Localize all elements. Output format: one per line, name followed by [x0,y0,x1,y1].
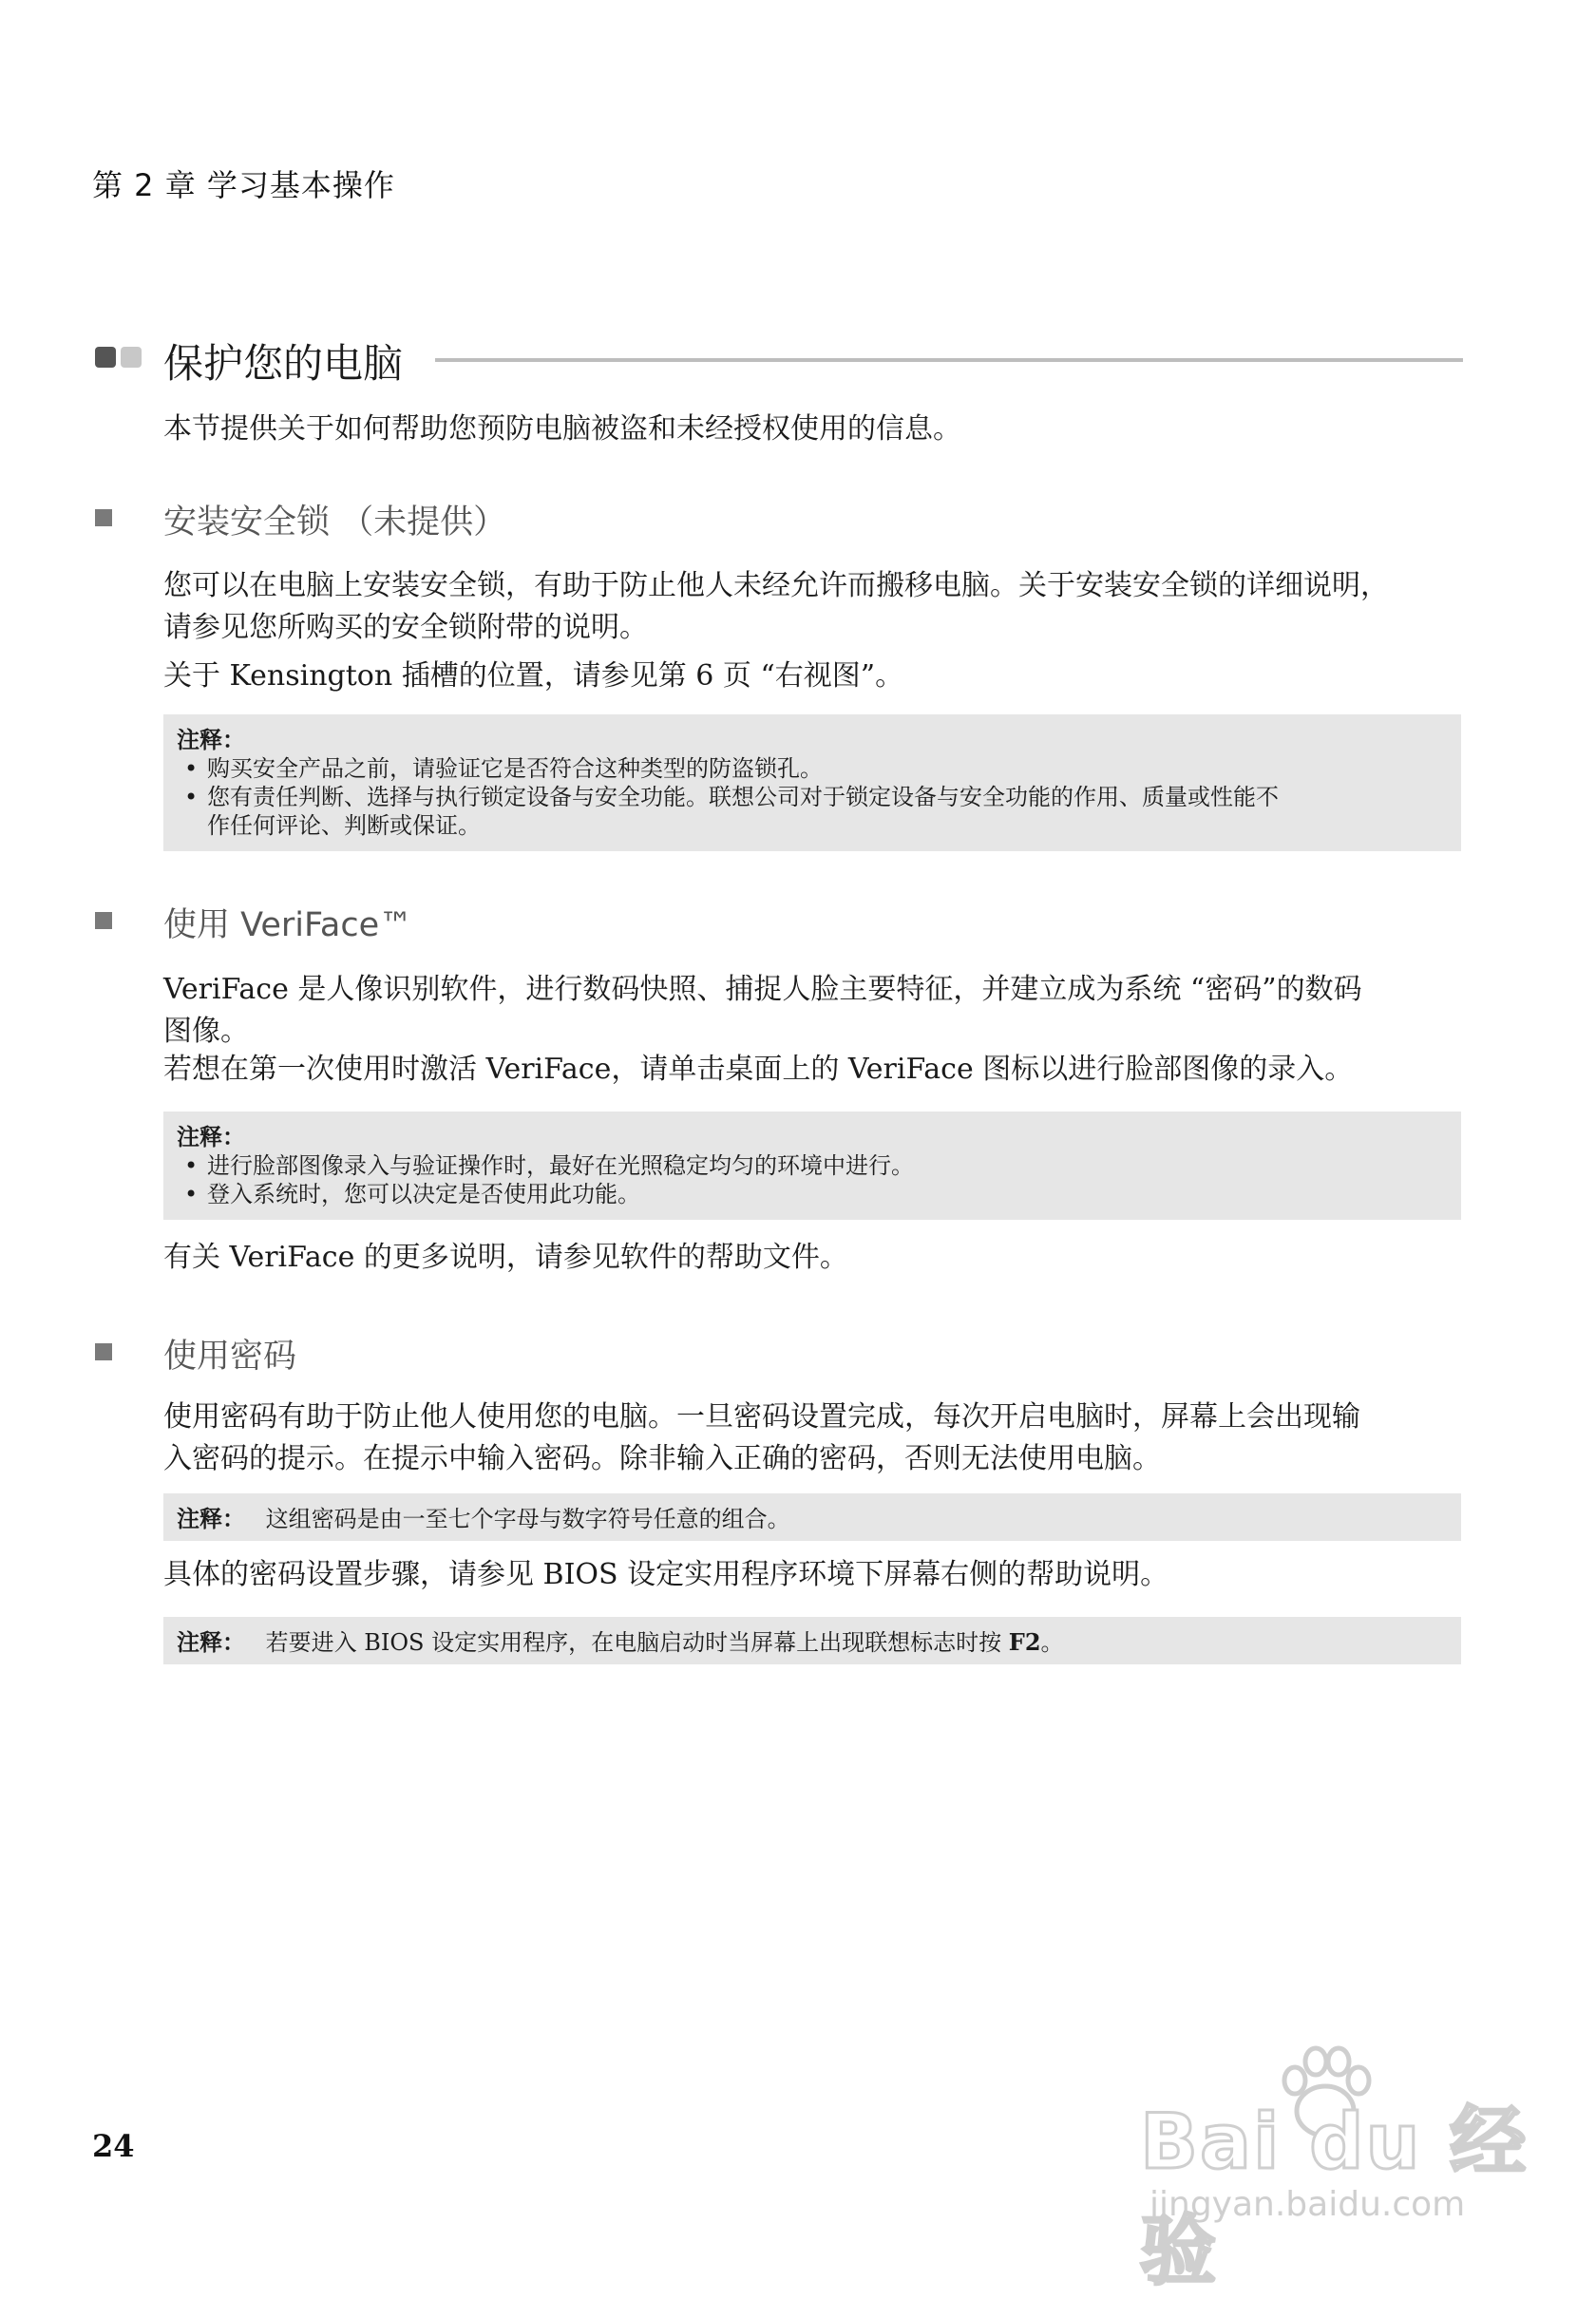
note-text: 这组密码是由一至七个字母与数字符号任意的组合。 [265,1506,790,1532]
page-number: 24 [92,2128,135,2164]
password-paragraph-1 [163,1396,1465,1480]
note-label: 注释： [177,1628,245,1656]
note-item: • 您有责任判断、选择与执行锁定设备与安全功能。联想公司对于锁定设备与安全功能的作用、质量或性能不 作任何评论、判断或保证。 [177,783,1448,840]
chapter-header: 第 2 章 学习基本操作 [92,167,395,203]
note-item: • 购买安全产品之前，请验证它是否符合这种类型的防盗锁孔。 [177,754,1448,783]
subsection-title-password: 使用密码 [163,1338,297,1376]
square-bullet-icon [95,509,112,526]
section-intro: 本节提供关于如何帮助您预防电脑被盗和未经授权使用的信息。 [163,412,961,446]
section-marker-icon [95,347,146,371]
veriface-paragraph-1 [163,969,1465,1053]
lock-paragraph-2: 关于 Kensington 插槽的位置，请参见第 6 页 “右视图”。 [163,659,904,693]
watermark-url: jingyan.baidu.com [1150,2185,1466,2224]
veriface-p1-line2: 图像。 [163,1015,249,1048]
square-bullet-icon [95,912,112,929]
veriface-p1-line1: VeriFace 是人像识别软件，进行数码快照、捕捉人脸主要特征，并建立成为系统 “密码”的数码 [163,973,1362,1006]
lock-paragraph-1 [163,565,1465,649]
square-bullet-icon [95,1343,112,1360]
lock-p1-line2: 请参见您所购买的安全锁附带的说明。 [163,611,648,644]
note-label: 注释： [177,726,245,753]
key-f2: F2 [1008,1628,1041,1656]
veriface-paragraph-3: 有关 VeriFace 的更多说明，请参见软件的帮助文件。 [163,1241,848,1274]
note-item: • 登入系统时，您可以决定是否使用此功能。 [177,1180,1448,1208]
subsection-title-veriface: 使用 VeriFace™ [163,906,413,944]
lock-p1-line1: 您可以在电脑上安装安全锁，有助于防止他人未经允许而搬移电脑。关于安装安全锁的详细说明， [163,569,1389,602]
note-label: 注释： [177,1505,245,1532]
note-text-end: 。 [1040,1629,1064,1656]
section-title: 保护您的电脑 [163,340,404,387]
password-p1-line1: 使用密码有助于防止他人使用您的电脑。一旦密码设置完成，每次开启电脑时，屏幕上会出现输 [163,1400,1360,1434]
password-p1-line2: 入密码的提示。在提示中输入密码。除非输入正确的密码，否则无法使用电脑。 [163,1442,1161,1475]
subsection-title-lock: 安装安全锁 （未提供） [163,504,507,542]
watermark-brand: Bai du 经验 [1140,2098,1529,2295]
baidu-watermark [1140,2042,1539,2295]
section-rule [435,358,1463,362]
note-box-password-1 [163,1493,1461,1541]
note-item: • 进行脸部图像录入与验证操作时，最好在光照稳定均匀的环境中进行。 [177,1151,1448,1180]
password-paragraph-2: 具体的密码设置步骤，请参见 BIOS 设定实用程序环境下屏幕右侧的帮助说明。 [163,1558,1169,1591]
note-box-lock [163,714,1461,851]
note-box-password-2 [163,1617,1461,1664]
note-box-veriface [163,1112,1461,1220]
veriface-paragraph-2: 若想在第一次使用时激活 VeriFace，请单击桌面上的 VeriFace 图标以进行脸部图像的录入。 [163,1053,1354,1086]
note-label: 注释： [177,1123,245,1150]
note-text: 若要进入 BIOS 设定实用程序，在电脑启动时当屏幕上出现联想标志时按 [265,1629,1002,1656]
